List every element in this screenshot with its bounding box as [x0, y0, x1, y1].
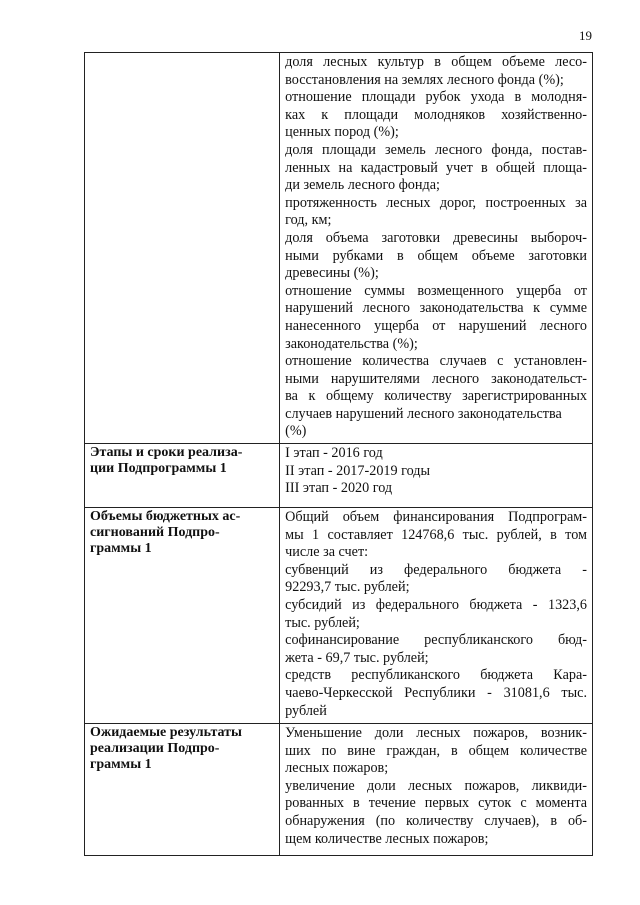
text-line: ными нарушителями лесного законодательст- — [285, 370, 587, 387]
text-line: Общий объем финансирования Подпрограм- — [285, 509, 587, 526]
label-line: Ожидаемые результаты — [90, 725, 242, 741]
text-line: нанесенного ущерба от нарушений лесного — [285, 317, 587, 334]
text-line: 92293,7 тыс. рублей; — [285, 579, 410, 596]
page-number: 19 — [579, 28, 592, 43]
text-line: протяженность лесных дорог, построенных за — [285, 194, 587, 211]
text-line: нарушений лесного законодательства к сумме — [285, 300, 587, 317]
text-line: ди земель лесного фонда; — [285, 177, 440, 194]
text-line: (%) — [285, 423, 307, 440]
stages-content — [280, 444, 593, 508]
text-line: увеличение доли лесных пожаров, ликвиди- — [285, 777, 587, 794]
target-indicators-cell — [280, 53, 593, 444]
label-line: граммы 1 — [90, 757, 152, 773]
text-line: ными рубками в общем объеме заготовки — [285, 247, 587, 264]
text-line: щем количестве лесных пожаров; — [285, 830, 489, 847]
text-line: мы 1 составляет 124768,6 тыс. рублей, в том — [285, 526, 587, 543]
label-line: ции Подпрограммы 1 — [90, 461, 227, 477]
text-line: доля лесных культур в общем объеме лесо- — [285, 54, 587, 70]
table-row — [85, 53, 593, 444]
text-line: тыс. рублей; — [285, 614, 360, 631]
text-line: I этап - 2016 год — [285, 445, 383, 462]
text-line: ва к общему количеству зарегистрированных — [285, 388, 587, 405]
text-line: средств республиканского бюджета Кара- — [285, 667, 587, 684]
expected-results-content — [280, 724, 593, 856]
row-label-cell — [85, 53, 280, 444]
text-line: софинансирование республиканского бюд- — [285, 632, 587, 649]
text-line: числе за счет: — [285, 544, 369, 561]
text-line: Уменьшение доли лесных пожаров, возник- — [285, 725, 587, 742]
table-row — [85, 508, 593, 724]
text-line: доля площади земель лесного фонда, постав- — [285, 141, 587, 158]
text-line: ках к площади молодняков хозяйственно- — [285, 106, 587, 123]
text-line: восстановления на землях лесного фонда (%); — [285, 71, 564, 88]
text-line: законодательства (%); — [285, 335, 418, 352]
text-line: отношение количества случаев с установлен- — [285, 353, 587, 370]
label-line: Этапы и сроки реализа- — [90, 445, 243, 461]
label-line: сигнований Подпро- — [90, 525, 220, 541]
budget-label — [85, 508, 280, 724]
text-line: II этап - 2017-2019 годы — [285, 462, 431, 479]
text-line: ших по вине граждан, в общем количестве — [285, 742, 587, 759]
label-line: реализации Подпро- — [90, 741, 220, 757]
budget-content — [280, 508, 593, 724]
label-line: Объемы бюджетных ас- — [90, 509, 241, 525]
table-row — [85, 724, 593, 856]
text-line: доля объема заготовки древесины выбороч- — [285, 229, 587, 246]
text-line: обнаружения (по количеству случаев), в об- — [285, 813, 587, 830]
text-line: отношение площади рубок ухода в молодня- — [285, 89, 587, 106]
text-line: год, км; — [285, 212, 332, 229]
text-line: чаево-Черкесской Республики - 31081,6 тыс. — [285, 685, 587, 701]
text-line: древесины (%); — [285, 265, 379, 282]
text-line: субвенций из федерального бюджета - — [285, 561, 587, 578]
text-line: субсидий из федерального бюджета - 1323,6 — [285, 597, 587, 614]
text-line: ленных на кадастровый учет в общей площа- — [285, 159, 587, 176]
text-line: рублей — [285, 702, 327, 719]
table-row — [85, 444, 593, 508]
text-line: рованных в течение первых суток с момента — [285, 795, 587, 812]
text-line: ценных пород (%); — [285, 124, 399, 141]
text-line: отношение суммы возмещенного ущерба от — [285, 282, 587, 299]
text-line: жета - 69,7 тыс. рублей; — [285, 649, 429, 666]
text-line: лесных пожаров; — [285, 760, 389, 777]
expected-results-label — [85, 724, 280, 856]
subprogram-passport-table — [84, 52, 593, 856]
text-line: III этап - 2020 год — [285, 480, 393, 497]
text-line: случаев нарушений лесного законодательства — [285, 405, 562, 422]
label-line: граммы 1 — [90, 541, 152, 557]
stages-label — [85, 444, 280, 508]
